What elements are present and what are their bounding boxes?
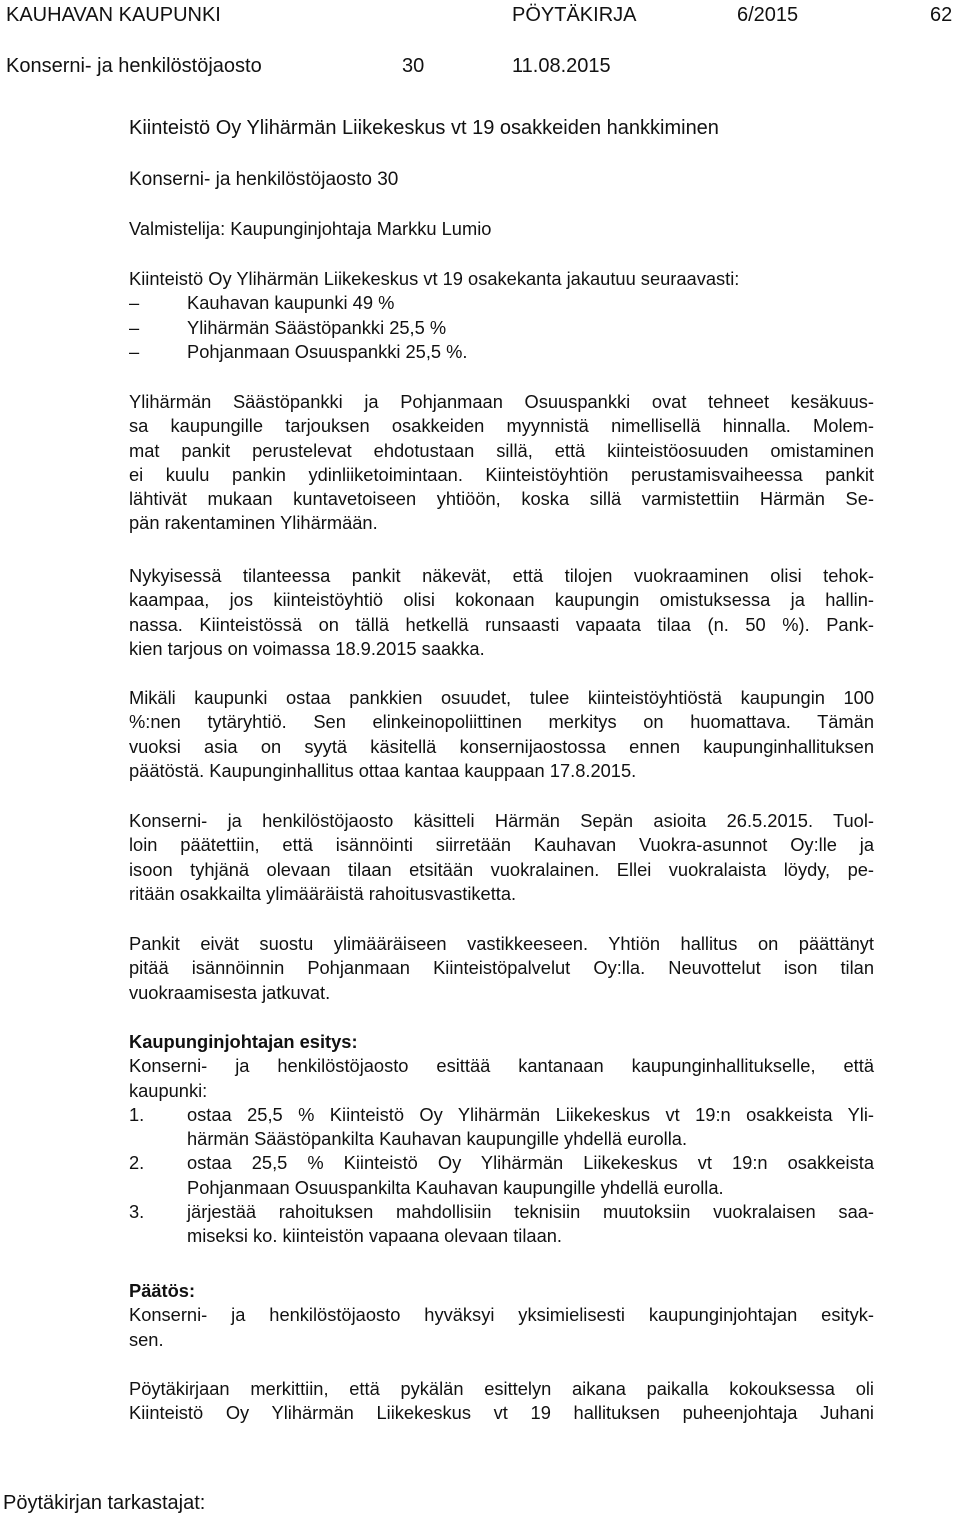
- header-page-number: 62: [930, 4, 953, 26]
- owner-list: [129, 291, 874, 364]
- text-line: Mikäli kaupunki ostaa pankkien osuudet, tulee kiinteistöyhtiöstä kaupungin 100: [129, 687, 874, 708]
- dash-bullet: –: [129, 316, 140, 338]
- text-line: loin päätettiin, että isännöinti siirretään Kauhavan Vuokra-asunnot Oy:lle ja: [129, 834, 874, 856]
- item-number: 3.: [129, 1201, 145, 1223]
- text-line: Pöytäkirjaan merkittiin, että pykälän esittelyn aikana paikalla kokouksessa oli: [129, 1378, 874, 1399]
- ownership-section: [129, 267, 874, 364]
- list-item: [129, 316, 874, 340]
- text-line: Ylihärmän Säästöpankki ja Pohjanmaan Osuuspankki ovat tehneet kesäkuus-: [129, 391, 874, 412]
- text-line: isoon tyhjänä olevaan tilaan etsitään vuokralainen. Ellei vuokralaista löydy, pe-: [129, 858, 874, 880]
- owner-text: Kauhavan kaupunki 49 %: [187, 292, 395, 314]
- text-line: pitää isännöinnin Pohjanmaan Kiinteistöpalvelut Oy:lla. Neuvottelut ison tilan: [129, 957, 874, 979]
- text-line: Konserni- ja henkilöstöjaosto hyväksyi yksimielisesti kaupunginjohtajan esityk-: [129, 1304, 874, 1326]
- footer-inspectors-label: Pöytäkirjan tarkastajat:: [3, 1492, 206, 1514]
- text-line: ei kuulu pankin ydinliiketoimintaan. Kiinteistöyhtiön perustamisvaiheessa pankit: [129, 463, 874, 485]
- text-line: Pohjanmaan Osuuspankilta Kauhavan kaupungille yhdellä eurolla.: [187, 1176, 724, 1198]
- text-line: %:nen tytäryhtiö. Sen elinkeinopoliittinen merkitys on huomattava. Tämän: [129, 711, 874, 733]
- proposal-heading-text: Kaupunginjohtajan esitys:: [129, 1031, 358, 1052]
- subtitle-block: [129, 167, 874, 193]
- owner-text: Pohjanmaan Osuuspankki 25,5 %.: [187, 340, 468, 362]
- title-block: [129, 115, 874, 141]
- list-item: [129, 340, 874, 364]
- paragraph-situation: [129, 564, 874, 661]
- text-line: kien tarjous on voimassa 18.9.2015 saakka.: [129, 637, 485, 659]
- text-line: nassa. Kiinteistössä on tällä hetkellä runsaasti vapaata tilaa (n. 50 %). Pank-: [129, 613, 874, 635]
- header-doc-type: PÖYTÄKIRJA: [512, 4, 637, 26]
- dash-bullet: –: [129, 292, 140, 314]
- list-item: [129, 1103, 874, 1152]
- text-line: sen.: [129, 1328, 164, 1350]
- text-line: Pankit eivät suostu ylimääräiseen vastikkeeseen. Yhtiön hallitus on päättänyt: [129, 933, 874, 954]
- header-section: 30: [402, 55, 425, 77]
- paragraph-note: [129, 1377, 874, 1426]
- paragraph-previous-meeting: [129, 809, 874, 906]
- text-line: vuoksi asia on syytä käsitellä konsernijaostossa ennen kaupunginhallituksen: [129, 735, 874, 757]
- header-date: 11.08.2015: [512, 55, 611, 77]
- paragraph-subsidiary: [129, 686, 874, 783]
- decision-section: [129, 1279, 874, 1352]
- text-line: kaampaa, jos kiinteistöyhtiö olisi kokonaan kaupungin omistuksessa ja hallin-: [129, 589, 874, 611]
- ownership-intro: Kiinteistö Oy Ylihärmän Liikekeskus vt 19 osakekanta jakautuu seuraavasti:: [129, 268, 740, 289]
- text-line: vuokraamisesta jatkuvat.: [129, 981, 331, 1003]
- text-line: Nykyisessä tilanteessa pankit näkevät, että tilojen vuokraaminen olisi tehok-: [129, 565, 874, 586]
- text-line: mat pankit perustelevat ehdotustaan sillä, että kiinteistöosuuden omistaminen: [129, 439, 874, 461]
- text-line: järjestää rahoituksen mahdollisiin teknisiin muutoksiin vuokralaisen saa-: [187, 1201, 874, 1223]
- list-item: [129, 1151, 874, 1200]
- subtitle: Konserni- ja henkilöstöjaosto 30: [129, 169, 399, 190]
- decision-heading: [129, 1279, 874, 1303]
- owner-text: Ylihärmän Säästöpankki 25,5 %: [187, 316, 447, 338]
- text-line: ostaa 25,5 % Kiinteistö Oy Ylihärmän Liikekeskus vt 19:n osakkeista: [187, 1152, 874, 1174]
- text-line: kaupunki:: [129, 1079, 208, 1101]
- item-number: 1.: [129, 1103, 145, 1125]
- proposal-heading: [129, 1030, 874, 1054]
- list-item: [129, 1200, 874, 1249]
- text-line: Konserni- ja henkilöstöjaosto käsitteli Härmän Sepän asioita 26.5.2015. Tuol-: [129, 810, 874, 831]
- header-body: Konserni- ja henkilöstöjaosto: [6, 55, 262, 77]
- text-line: päätöstä. Kaupunginhallitus ottaa kantaa kauppaan 17.8.2015.: [129, 759, 637, 781]
- text-line: Kiinteistö Oy Ylihärmän Liikekeskus vt 19 hallituksen puheenjohtaja Juhani: [129, 1402, 874, 1424]
- header-doc-number: 6/2015: [737, 4, 799, 26]
- text-line: Konserni- ja henkilöstöjaosto esittää kantanaan kaupunginhallitukselle, että: [129, 1055, 874, 1077]
- item-number: 2.: [129, 1152, 145, 1174]
- preparer-block: [129, 217, 874, 241]
- text-line: sa kaupungille tarjouksen osakkeiden myynnistä nimellisellä hinnalla. Molem-: [129, 415, 874, 437]
- text-line: härmän Säästöpankilta Kauhavan kaupungille yhdellä eurolla.: [187, 1128, 688, 1150]
- text-line: lähtivät mukaan kuntavetoiseen yhtiöön, koska sillä varmistettiin Härmän Se-: [129, 488, 874, 510]
- header-org: KAUHAVAN KAUPUNKI: [6, 4, 221, 26]
- decision-heading-text: Päätös:: [129, 1280, 196, 1301]
- paragraph-banks: [129, 932, 874, 1005]
- text-line: miseksi ko. kiinteistön vapaana olevaan tilaan.: [187, 1225, 562, 1247]
- dash-bullet: –: [129, 340, 140, 362]
- page-title: Kiinteistö Oy Ylihärmän Liikekeskus vt 19 osakkeiden hankkiminen: [129, 117, 719, 139]
- paragraph-offer: [129, 390, 874, 536]
- text-line: ostaa 25,5 % Kiinteistö Oy Ylihärmän Liikekeskus vt 19:n osakkeista Yli-: [187, 1103, 874, 1125]
- text-line: pän rakentaminen Ylihärmään.: [129, 512, 378, 534]
- preparer: Valmistelija: Kaupunginjohtaja Markku Lumio: [129, 218, 492, 239]
- list-item: [129, 291, 874, 315]
- proposal-section: [129, 1030, 874, 1249]
- text-line: ritään osakkailta ylimääräistä rahoitusvastiketta.: [129, 882, 517, 904]
